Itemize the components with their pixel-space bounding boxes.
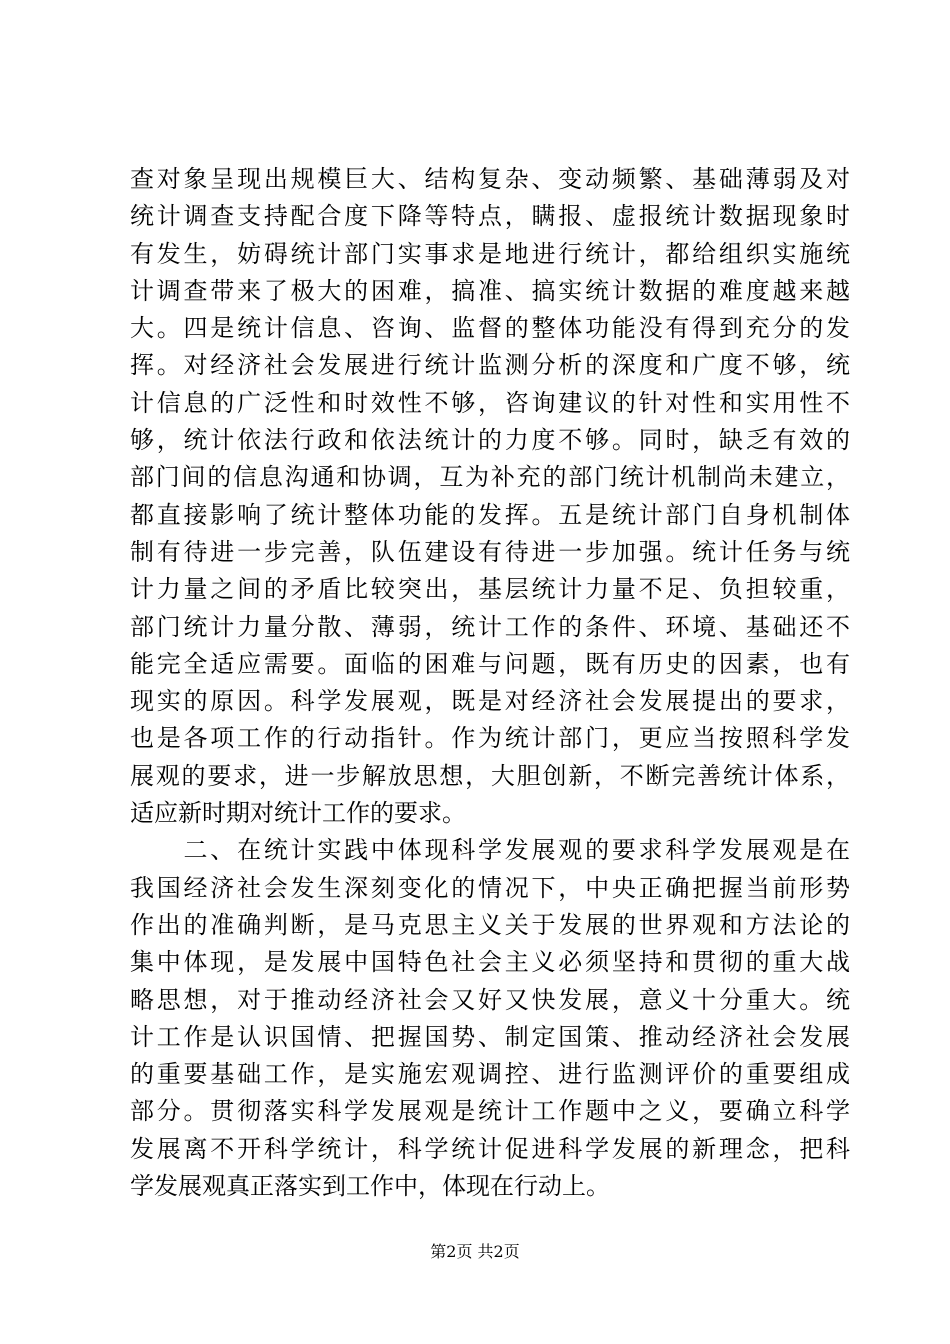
text-line: 大。四是统计信息、咨询、监督的整体功能没有得到充分的发 [130,314,850,343]
text-line: 统计调查支持配合度下降等特点，瞒报、虚报统计数据现象时 [130,202,850,231]
section-heading-line: 二、在统计实践中体现科学发展观的要求科学发展观是在 [130,836,850,865]
text-line: 我国经济社会发生深刻变化的情况下，中央正确把握当前形势 [130,873,850,902]
paragraph-end-line: 学发展观真正落实到工作中，体现在行动上。 [130,1172,610,1201]
text-line: 能完全适应需要。面临的困难与问题，既有历史的因素，也有 [130,649,850,678]
text-line: 部分。贯彻落实科学发展观是统计工作题中之义，要确立科学 [130,1097,850,1126]
text-line: 发展离不开科学统计，科学统计促进科学发展的新理念，把科 [130,1134,850,1163]
text-line: 集中体现，是发展中国特色社会主义必须坚持和贯彻的重大战 [130,948,850,977]
text-line: 展观的要求，进一步解放思想，大胆创新，不断完善统计体系， [130,761,850,790]
text-line: 制有待进一步完善，队伍建设有待进一步加强。统计任务与统 [130,537,850,566]
text-line: 够，统计依法行政和依法统计的力度不够。同时，缺乏有效的 [130,426,850,455]
text-line: 部门间的信息沟通和协调，互为补充的部门统计机制尚未建立， [130,463,850,492]
text-line: 现实的原因。科学发展观，既是对经济社会发展提出的要求， [130,687,850,716]
text-line: 计调查带来了极大的困难，搞准、搞实统计数据的难度越来越 [130,276,850,305]
paragraph-end-line: 适应新时期对统计工作的要求。 [130,799,466,828]
text-line: 略思想，对于推动经济社会又好又快发展，意义十分重大。统 [130,985,850,1014]
text-line: 计工作是认识国情、把握国势、制定国策、推动经济社会发展 [130,1022,850,1051]
text-line: 挥。对经济社会发展进行统计监测分析的深度和广度不够，统 [130,351,850,380]
text-line: 都直接影响了统计整体功能的发挥。五是统计部门自身机制体 [130,500,850,529]
text-line: 计力量之间的矛盾比较突出，基层统计力量不足、负担较重， [130,575,850,604]
body-text [130,161,850,1205]
text-line: 部门统计力量分散、薄弱，统计工作的条件、环境、基础还不 [130,612,850,641]
text-line: 作出的准确判断，是马克思主义关于发展的世界观和方法论的 [130,910,850,939]
page-number-footer: 第2页 共2页 [430,1242,520,1261]
text-line: 有发生，妨碍统计部门实事求是地进行统计，都给组织实施统 [130,239,850,268]
text-line: 查对象呈现出规模巨大、结构复杂、变动频繁、基础薄弱及对 [130,165,850,193]
text-line: 的重要基础工作，是实施宏观调控、进行监测评价的重要组成 [130,1060,850,1089]
text-line: 计信息的广泛性和时效性不够，咨询建议的针对性和实用性不 [130,388,850,417]
text-line: 也是各项工作的行动指针。作为统计部门，更应当按照科学发 [130,724,850,753]
